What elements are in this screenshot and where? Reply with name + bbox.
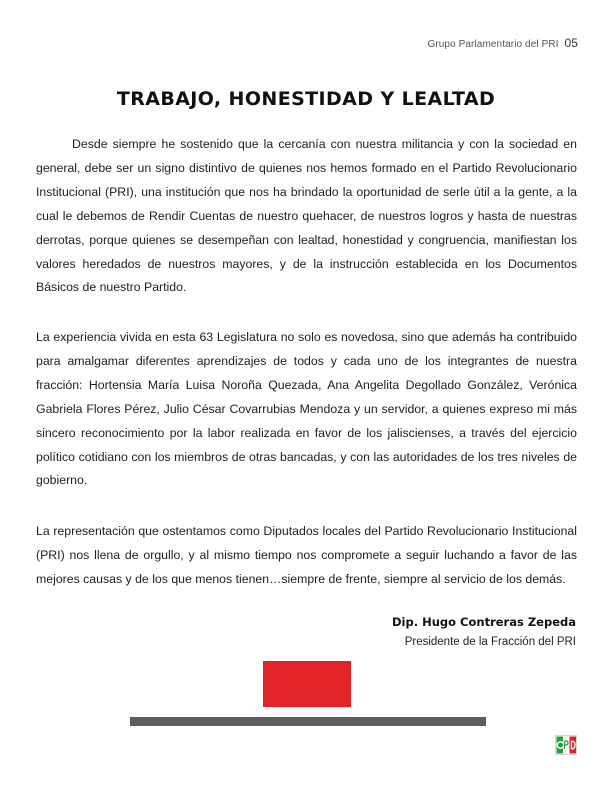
paragraph-1: Desde siempre he sostenido que la cercanía con nuestra militancia y con la sociedad en general, debe ser un signo distintivo de quienes nos hemos formado en el Partido Revolucionario Institucional (PRI), una institución que nos ha brindado la oportunidad de serle útil a la gente, a la cual le debemos de Rendir Cuentas de nuestro quehacer, de nuestros logros y hasta de nuestras derrotas, porque quienes se desempeñan con lealtad, honestidad y congruencia, manifiestan los valores heredados de nuestros mayores, y de la instrucción establecida en los Documentos Básicos de nuestro Partido. bbox=[36, 137, 577, 295]
signature-role: Presidente de la Fracción del PRI bbox=[404, 636, 576, 648]
paragraph-2: La experiencia vivida en esta 63 Legislatura no solo es novedosa, sino que además ha contribuido para amalgamar diferentes aprendizajes de todos y cada uno de los integrantes de nuestra fracción: Hortensia María Luisa Noroña Quezada, Ana Angelita Degollado González, Verónica Gabriela Flores Pérez, Julio César Covarrubias Mendoza y un servidor, a quienes expreso mi más sincero reconocimiento por la labor realizada en favor de los jaliscienses, a través del ejercicio político cotidiano con los miembros de otras bancadas, y con las autoridades de los tres niveles de gobierno. bbox=[36, 330, 577, 488]
header-text: Grupo Parlamentario del PRI bbox=[427, 39, 559, 50]
decorative-gray-bar bbox=[130, 717, 486, 726]
signature-name: Dip. Hugo Contreras Zepeda bbox=[392, 615, 576, 629]
signature-block bbox=[392, 612, 576, 652]
decorative-red-block bbox=[263, 661, 351, 707]
page-header bbox=[427, 36, 578, 50]
pri-logo-icon bbox=[555, 735, 577, 755]
page-number: 05 bbox=[564, 36, 578, 50]
paragraph-3: La representación que ostentamos como Diputados locales del Partido Revolucionario Institucional (PRI) nos llena de orgullo, y al mismo tiempo nos compromete a seguir luchando a favor de las mejores causas y de los que menos tienen…siempre de frente, siempre al servicio de los demás. bbox=[36, 524, 577, 586]
page-title: TRABAJO, HONESTIDAD Y LEALTAD bbox=[116, 88, 496, 110]
